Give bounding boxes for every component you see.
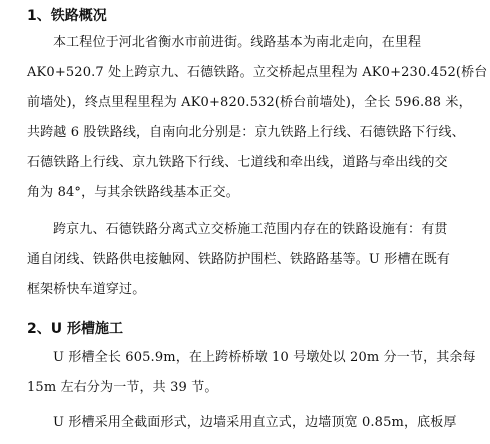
section-1-paragraph-1-line: 前墙处)，终点里程里程为 AK0+820.532(桥台前墙处)，全长 596.88 米， [27,95,472,110]
section-1-paragraph-1-line: 石德铁路上行线、京九铁路下行线、七道线和牵出线，道路与牵出线的交 [27,155,448,170]
section-2-paragraph-1-line: U 形槽全长 605.9m，在上跨桥桥墩 10 号墩处以 20m 分一节，其余每 [53,350,476,365]
section-1-paragraph-2-line: 框架桥快车道穿过。 [27,282,146,297]
section-1-heading: 1、铁路概况 [27,8,107,24]
section-1-paragraph-2-line: 通自闭线、铁路供电接触网、铁路防护围栏、铁路路基等。U 形槽在既有 [27,252,451,267]
section-1-paragraph-1-line: 共跨越 6 股铁路线，自南向北分别是：京九铁路上行线、石德铁路下行线、 [27,125,465,140]
section-1-paragraph-1-line: 本工程位于河北省衡水市前进街。线路基本为南北走向，在里程 [53,35,422,50]
section-2-paragraph-2-line: U 形槽采用全截面形式，边墙采用直立式，边墙顶宽 0.85m，底板厚 [53,415,457,430]
section-1-paragraph-2-line: 跨京九、石德铁路分离式立交桥施工范围内存在的铁路设施有：有贯 [53,222,448,237]
section-1-paragraph-1-line: AK0+520.7 处上跨京九、石德铁路。立交桥起点里程为 AK0+230.452(桥台 [27,65,488,80]
section-2-heading: 2、U 形槽施工 [27,321,123,337]
section-2-paragraph-1-line: 15m 左右分为一节，共 39 节。 [27,380,218,395]
section-1-paragraph-1-line: 角为 84°，与其余铁路线基本正交。 [27,185,239,200]
